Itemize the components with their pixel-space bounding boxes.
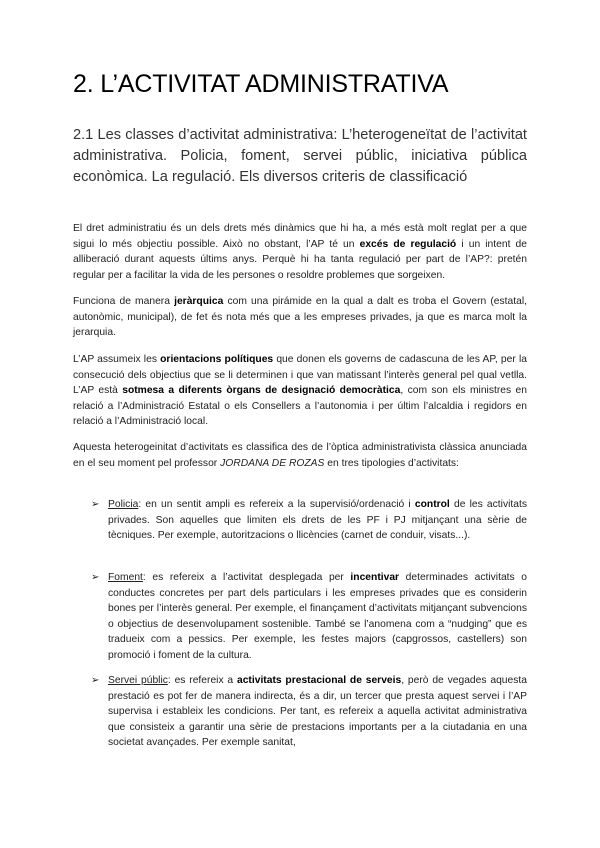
paragraph-text: i un intent de alliberació durant aquests últims anys. Perquè hi ha tanta regulació per part de l’AP?: pretén regular per a facilitar la vida de les persones o resoldre problemes que sorgeixen. (73, 238, 528, 281)
bold-term: activitats prestacional de serveis (236, 675, 402, 686)
arrow-bullet-icon: ➢ (91, 499, 100, 510)
paragraph-text: en tres tipologies d’activitats: (324, 457, 459, 469)
bold-term: excés de regulació (359, 238, 457, 250)
list-item-body: : es refereix a l’activitat desplegada per (142, 572, 351, 583)
paragraph-text: com una pirámide en la qual a dalt es troba el Govern (estatal, autonòmic, municipal), de fet és nota més que a les empreses privades, ja que es marca molt la jerarquia. (73, 296, 528, 338)
arrow-bullet-icon: ➢ (91, 675, 100, 686)
list-item-body: determinades activitats o conductes concretes per part dels particulars i les empreses privades que es considerin bones per l’interès general. Per exemple, el finançament d’activitats mitjançant subvencions o objectius de desenvolupament sostenible. També se l’anomena com a “nudging” que es tradueix com a pessics. Per exemple, les festes majors (capgrossos, castellers) son promoció i foment de la cultura. (108, 572, 527, 661)
bold-term: jeràrquica (174, 296, 224, 307)
bold-term: orientacions polítiques (160, 354, 274, 365)
list-item-body: de les activitats privades. Son aquelles que limiten els drets de les PF i PJ mitjançant una sèrie de tècniques. Per exemple, autoritzacions o llicències (carnet de conduir, visats...). (108, 499, 527, 541)
paragraph-text: El dret administratiu és un dels drets més dinàmics que hi ha, a més està molt reglat per a que sigui lo més objectiu possible. Això no obstant, l’AP té un (73, 223, 527, 250)
list-item-text (108, 497, 527, 544)
paragraph-text: L’AP assumeix les (73, 354, 161, 365)
bold-term: incentivar (350, 572, 400, 583)
list-item-term: Policia (108, 499, 139, 510)
bold-term: control (414, 499, 450, 510)
list-item-text (108, 673, 527, 751)
paragraph-1 (73, 221, 527, 283)
paragraph-text: Aquesta heterogeinitat d’activitats es classifica des de l’òptica administrativista clàssica anunciada en el seu moment pel professor (73, 442, 527, 469)
list-item-body: : es refereix a (167, 675, 237, 686)
paragraph-text: , com son els ministres en relació a l’Administració Estatal o els Consellers a l’autonomia i per últim l’alcaldia i regidors en relació a l’Administració local. (73, 385, 527, 427)
arrow-bullet-icon: ➢ (91, 572, 100, 583)
list-item-text (108, 570, 527, 663)
section-subtitle: 2.1 Les classes d’activitat administrativa: L’heterogeneïtat de l’activitat administrativa. Policia, foment, servei públic, iniciativa pública econòmica. La regulació. Els diversos criteris de classificació (73, 127, 527, 185)
list-item-body: : en un sentit ampli es refereix a la supervisió/ordenació i (138, 499, 415, 510)
paragraph-text: Funciona de manera (73, 296, 175, 307)
list-item-term: Servei públic (108, 675, 168, 686)
author-name: JORDANA DE ROZAS (220, 457, 325, 469)
paragraph-text: que donen els governs de cadascuna de les AP, per la consecució dels objectius que se li determinen i que van matissant l’interès general pel qual vetlla. L’AP està (73, 354, 527, 396)
list-item-body: , però de vegades aquesta prestació es pot fer de manera indirecta, és a dir, un tercer que presta aquest servei i l’AP supervisa i estableix les condicions. Per tant, es refereix a aquella activitat administrativa que consisteix a garantir una sèrie de prestacions importants per a la ciutadania en una societat avançades. Per exemple sanitat, (108, 675, 527, 748)
paragraph-3 (73, 352, 527, 430)
paragraph-2 (73, 294, 527, 341)
page-title: 2. L’ACTIVITAT ADMINISTRATIVA (73, 70, 449, 98)
paragraph-4 (73, 440, 527, 471)
list-item-term: Foment (108, 572, 143, 583)
bold-term: sotmesa a diferents òrgans de designació democràtica (122, 385, 401, 396)
